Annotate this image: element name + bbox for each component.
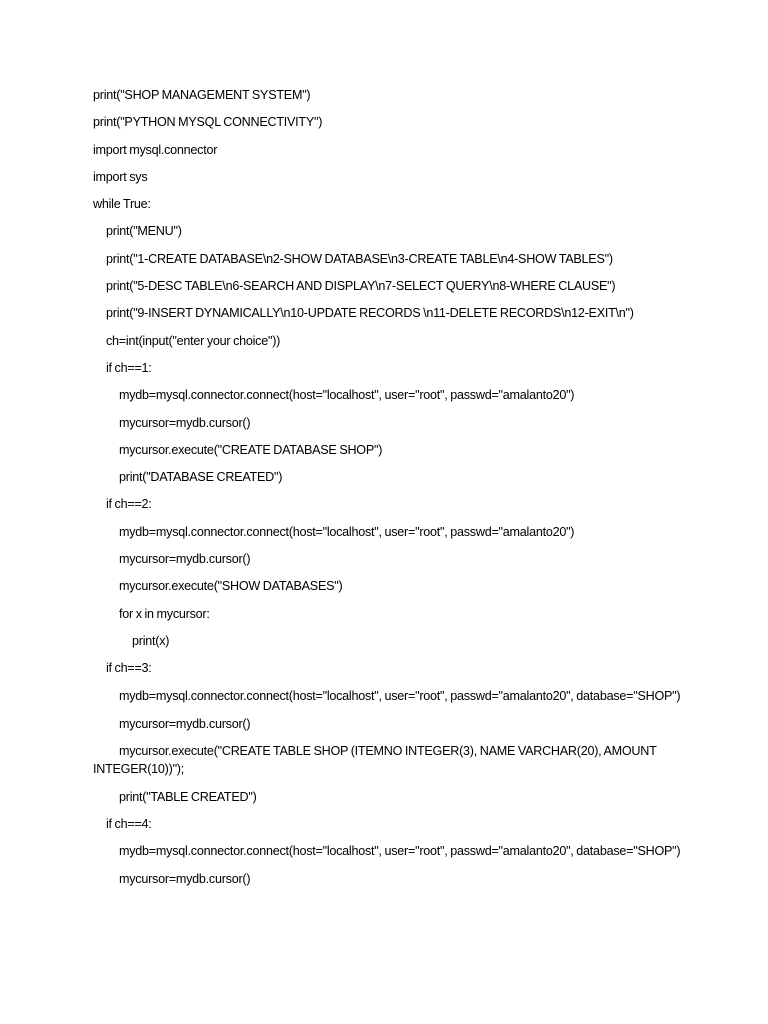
code-line: print("5-DESC TABLE\n6-SEARCH AND DISPLAY\n7-SELECT QUERY\n8-WHERE CLAUSE") (106, 279, 616, 294)
code-line: mycursor=mydb.cursor() (119, 552, 251, 567)
code-line (93, 842, 683, 860)
code-line (93, 687, 683, 705)
code-line: import sys (93, 169, 148, 184)
code-line: print("TABLE CREATED") (119, 789, 257, 804)
code-line: if ch==4: (106, 817, 152, 832)
code-line: print("1-CREATE DATABASE\n2-SHOW DATABASE\n3-CREATE TABLE\n4-SHOW TABLES") (106, 251, 613, 266)
code-line: print("SHOP MANAGEMENT SYSTEM") (93, 88, 311, 102)
code-line-text: mydb=mysql.connector.connect(host="localhost", user="root", passwd="amalanto20", database="SHOP") (119, 688, 681, 703)
code-line: print("DATABASE CREATED") (119, 470, 283, 485)
code-line: mydb=mysql.connector.connect(host="localhost", user="root", passwd="amalanto20") (119, 524, 575, 539)
code-line: mycursor=mydb.cursor() (119, 716, 251, 731)
code-line: print(x) (132, 633, 170, 648)
code-line: for x in mycursor: (119, 606, 210, 621)
code-line: mydb=mysql.connector.connect(host="localhost", user="root", passwd="amalanto20") (119, 388, 575, 403)
code-line: while True: (93, 197, 151, 212)
code-line: ch=int(input("enter your choice")) (106, 333, 281, 348)
code-listing (93, 86, 683, 898)
code-line: print("9-INSERT DYNAMICALLY\n10-UPDATE RECORDS \n11-DELETE RECORDS\n12-EXIT\n") (106, 306, 634, 321)
code-line: if ch==2: (106, 497, 152, 512)
code-line: mycursor.execute("SHOW DATABASES") (119, 579, 343, 594)
code-line: import mysql.connector (93, 142, 218, 157)
code-line (93, 742, 683, 778)
code-line: print("PYTHON MYSQL CONNECTIVITY") (93, 115, 323, 130)
code-line: print("MENU") (106, 224, 182, 239)
code-line: if ch==3: (106, 661, 152, 676)
code-line-text: mydb=mysql.connector.connect(host="localhost", user="root", passwd="amalanto20", database="SHOP") (119, 844, 681, 859)
code-line: mycursor.execute("CREATE DATABASE SHOP") (119, 442, 383, 457)
code-line: mycursor=mydb.cursor() (119, 415, 251, 430)
code-line: mycursor=mydb.cursor() (119, 872, 251, 887)
code-line-text: mycursor.execute("CREATE TABLE SHOP (ITEMNO INTEGER(3), NAME VARCHAR(20), AMOUNT INTEGER(10))"); (93, 743, 660, 776)
code-line: if ch==1: (106, 360, 152, 375)
